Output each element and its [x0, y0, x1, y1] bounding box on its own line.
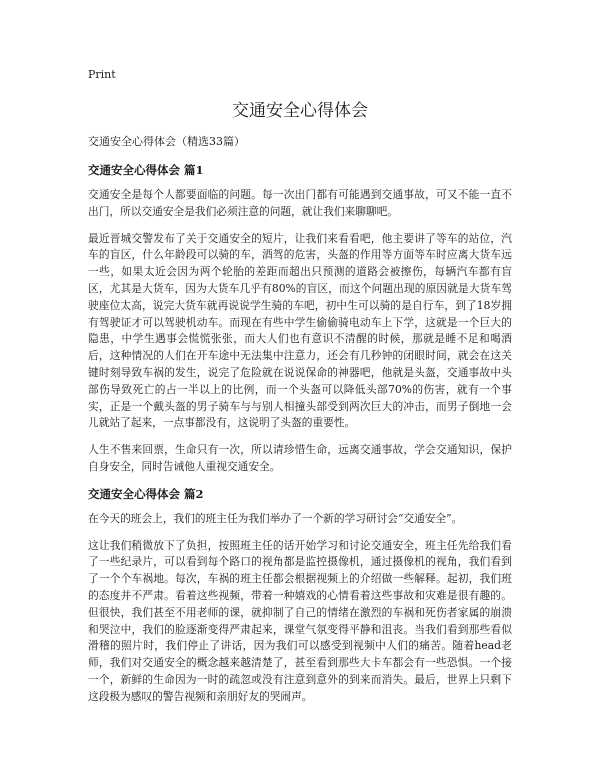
- document-subtitle: 交通安全心得体会（精选33篇）: [88, 135, 245, 148]
- section-1: [88, 162, 512, 476]
- paragraph: 最近晋城交警发布了关于交通安全的短片，让我们来看看吧，他主要讲了等车的站位，汽车的盲区，什么年龄段可以骑的车，酒驾的危害，头盔的作用等方面等车时应离大货车远一些，如果太近会因为两个轮胎的差距而超出只预测的道路会被擦伤，每辆汽车都有盲区，尤其是大货车，因为大货车几乎有80%的盲区，而这个问题出现的原因就是大货车驾驶座位太高，说完大货车就再说说学生骑的车吧，初中生可以骑的是自行车，到了18岁拥有驾驶证才可以驾驶机动车。而现在有些中学生偷偷骑电动车上下学，这就是一个巨大的隐患，中学生遇事会慌慌张张，而大人们也有意识不清醒的时候，那就是睡不足和喝酒后，这种情况的人们在开车途中无法集中注意力，还会有几秒钟的闭眼时间，就会在这关键时刻导致车祸的发生，说完了危险就在说说保命的神器吧，他就是头盔，交通事故中头部伤导致死亡的占一半以上的比例，而一个头盔可以降低头部70%的伤害，就有一个事实，正是一个戴头盔的男子骑车与与别人相撞头部受到两次巨大的冲击，而男子倒地一会儿就站了起来，一点事都没有，这说明了头盔的重要性。: [88, 231, 512, 430]
- page-title: 交通安全心得体会: [232, 101, 368, 121]
- print-link[interactable]: Print: [88, 68, 116, 81]
- section-heading: 交通安全心得体会 篇2: [88, 486, 204, 501]
- paragraph: 这让我们稍微放下了负担，按照班主任的话开始学习和讨论交通安全，班主任先给我们看了一些纪录片，可以看到每个路口的视角都是监控摄像机，通过摄像机的视角，我们看到了一个个车祸地。每次，车祸的班主任都会根据视频上的介绍做一些解释。起初，我们班的态度并不严肃。看着这些视频，带着一种嬉戏的心情看着这些事故和灾难是很有趣的。但很快，我们甚至不用老师的课，就抑制了自己的情绪在激烈的车祸和死伤者家属的崩溃和哭泣中，我们的脸逐渐变得严肃起来，课堂气氛变得平静和沮丧。当我们看到那些看似滑稽的照片时，我们停止了讲话，因为我们可以感受到视频中人们的痛苦。随着head老师，我们对交通安全的概念越来越清楚了，甚至看到那些大卡车都会有一些恐惧。一个接一个，新鲜的生命因为一时的疏忽或没有注意到意外的到来而消失。最后，世界上只剩下这段极为感叹的警告视频和亲朋好友的哭闹声。: [88, 538, 512, 703]
- section-2: [88, 486, 512, 706]
- paragraph: 在今天的班会上，我们的班主任为我们举办了一个新的学习研讨会“交通安全”。: [88, 511, 463, 525]
- paragraph: 人生不售来回票，生命只有一次，所以请珍惜生命，远离交通事故，学会交通知识，保护自身安全，同时告诫他人重视交通安全。: [88, 443, 512, 473]
- document-page: [88, 68, 512, 716]
- section-heading: 交通安全心得体会 篇1: [88, 163, 204, 177]
- paragraph: 交通安全是每个人都要面临的问题。每一次出门都有可能遇到交通事故，可又不能一直不出门，所以交通安全是我们必须注意的问题，就让我们来聊聊吧。: [88, 188, 512, 218]
